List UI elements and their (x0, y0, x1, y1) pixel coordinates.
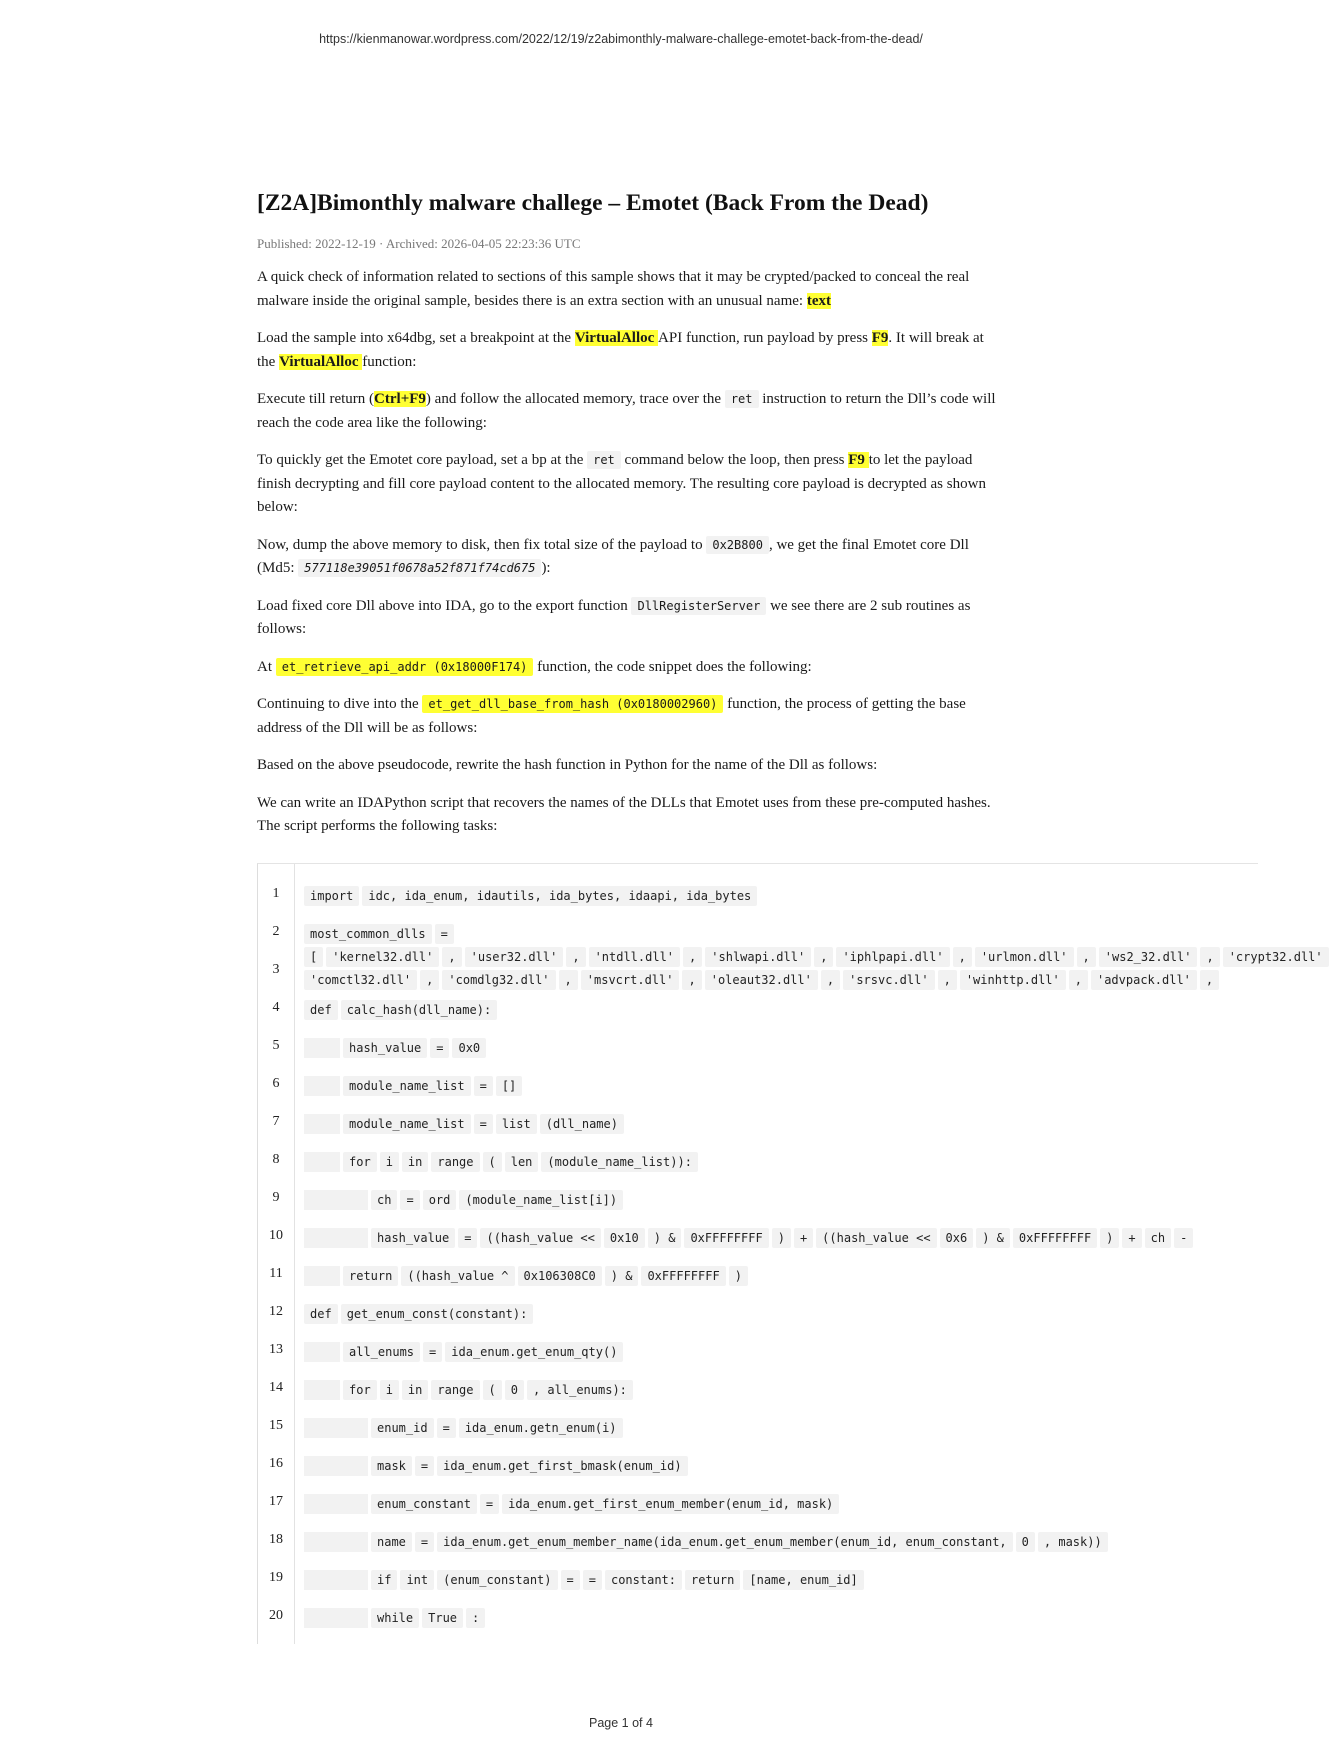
paragraph-2: Load the sample into x64dbg, set a breakpoint at the VirtualAlloc API function, run payload by press F9. It will break at the VirtualAlloc function: (257, 330, 984, 370)
code-token: 0x6 (940, 1228, 974, 1248)
code-token: 0xFFFFFFFF (1013, 1228, 1097, 1248)
code-token: + (794, 1228, 813, 1248)
code-token: , (821, 970, 840, 990)
paragraph-4: To quickly get the Emotet core payload, set a bp at the ret command below the loop, then press F9 to let the payload finish decrypting and fill core payload content to the allocated memory. The resulting core payload is decrypted as shown below: (257, 452, 986, 515)
code-line (304, 1304, 536, 1324)
code-token: for (343, 1380, 377, 1400)
line-number: 11 (269, 1266, 283, 1281)
code-token: [ (304, 947, 323, 967)
code-token: , (953, 947, 972, 967)
highlight-f9: F9 (871, 330, 889, 346)
code-indent (304, 1380, 340, 1400)
code-token: ida_enum.get_first_enum_member(enum_id, mask) (502, 1494, 839, 1514)
line-number: 17 (269, 1494, 283, 1509)
code-token: , (1077, 947, 1096, 967)
code-token: (dll_name) (540, 1114, 624, 1134)
code-token: 'comctl32.dll' (304, 970, 417, 990)
code-token: - (1174, 1228, 1193, 1248)
article-title: [Z2A]Bimonthly malware challege – Emotet (Back From the Dead) (257, 190, 929, 216)
line-number: 8 (272, 1152, 280, 1167)
code-token: i (380, 1152, 399, 1172)
line-number: 4 (272, 1000, 280, 1015)
code-token: 'urlmon.dll' (975, 947, 1074, 967)
code-token: , (442, 947, 461, 967)
line-number: 19 (269, 1570, 283, 1585)
code-token: ida_enum.get_first_bmask(enum_id) (437, 1456, 687, 1476)
code-token: ida_enum.getn_enum(i) (459, 1418, 623, 1438)
code-token: hash_value (343, 1038, 427, 1058)
code-token: int (400, 1570, 434, 1590)
line-number: 5 (272, 1038, 280, 1053)
line-number: 20 (269, 1608, 283, 1623)
code-token: , (566, 947, 585, 967)
code-line (304, 970, 1222, 990)
code-token: ) (772, 1228, 791, 1248)
inline-code-ret-2: ret (587, 451, 621, 469)
code-token: return (343, 1266, 398, 1286)
inline-code-retrieve-api: et_retrieve_api_addr (0x18000F174) (276, 658, 534, 676)
code-indent (304, 1418, 368, 1438)
code-token: ) (1100, 1228, 1119, 1248)
line-number: 7 (272, 1114, 280, 1129)
code-line (304, 886, 760, 906)
highlight-text: text (806, 292, 831, 309)
code-line (304, 924, 457, 944)
page-url: https://kienmanowar.wordpress.com/2022/12/19/z2abimonthly-malware-challege-emotet-back-from-the-dead/ (319, 32, 923, 46)
code-token: : (466, 1608, 485, 1628)
code-token: , (682, 970, 701, 990)
code-line (304, 1190, 626, 1210)
code-token: enum_id (371, 1418, 434, 1438)
paragraph-9: Based on the above pseudocode, rewrite the hash function in Python for the name of the Dll as follows: (257, 757, 878, 773)
code-token: module_name_list (343, 1114, 471, 1134)
code-line (304, 1608, 488, 1628)
code-indent (304, 1038, 340, 1058)
code-line (304, 1380, 636, 1400)
code-line (304, 1570, 867, 1590)
code-token: i (380, 1380, 399, 1400)
article-meta: Published: 2022-12-19 · Archived: 2026-04-05 22:23:36 UTC (257, 236, 581, 251)
inline-code-ret: ret (725, 390, 759, 408)
article (257, 188, 1002, 853)
code-token: = (435, 924, 454, 944)
paragraph-3: Execute till return (Ctrl+F9) and follow the allocated memory, trace over the ret instruction to return the Dll’s code will reach the code area like the following: (257, 391, 996, 431)
code-token: 'oleaut32.dll' (705, 970, 818, 990)
code-line (304, 1266, 751, 1286)
inline-code-md5: 577118e39051f0678a52f871f74cd675 (298, 559, 541, 577)
code-line (304, 1152, 701, 1172)
code-token: list (496, 1114, 537, 1134)
code-token: def (304, 1000, 338, 1020)
code-token: 0 (505, 1380, 524, 1400)
code-token: , (559, 970, 578, 990)
code-indent (304, 1608, 368, 1628)
code-token: 'ws2_32.dll' (1099, 947, 1198, 967)
line-number: 2 (272, 924, 280, 939)
paragraph-5: Now, dump the above memory to disk, then fix total size of the payload to 0x2B800 , we get the final Emotet core Dll (Md5: 577118e39051f0678a52f871f74cd675 ): (257, 536, 969, 576)
code-token: 'user32.dll' (465, 947, 564, 967)
code-indent (304, 1494, 368, 1514)
code-line (304, 1532, 1111, 1552)
code-token: , (814, 947, 833, 967)
code-token: 0xFFFFFFFF (641, 1266, 725, 1286)
code-token: 0x0 (452, 1038, 486, 1058)
inline-code-dllregisterserver: DllRegisterServer (631, 597, 766, 615)
code-token: ord (423, 1190, 457, 1210)
code-token: = (400, 1190, 419, 1210)
code-token: return (685, 1570, 740, 1590)
line-number-gutter (258, 864, 295, 1644)
paragraph-10: We can write an IDAPython script that recovers the names of the DLLs that Emotet uses from these pre-computed hashes. The script performs the following tasks: (257, 794, 991, 834)
code-token: ((hash_value ^ (401, 1266, 514, 1286)
code-token: constant: (605, 1570, 682, 1590)
code-indent (304, 1228, 368, 1248)
code-token: 'srsvc.dll' (843, 970, 934, 990)
code-token: if (371, 1570, 397, 1590)
code-token: 'kernel32.dll' (326, 947, 439, 967)
code-token: range (431, 1380, 479, 1400)
code-token: most_common_dlls (304, 924, 432, 944)
code-token: ( (483, 1152, 502, 1172)
code-token: 'ntdll.dll' (589, 947, 680, 967)
code-token: all_enums (343, 1342, 420, 1362)
line-number: 10 (269, 1228, 283, 1243)
line-number: 6 (272, 1076, 280, 1091)
code-indent (304, 1190, 368, 1210)
line-number: 14 (269, 1380, 283, 1395)
code-token: + (1122, 1228, 1141, 1248)
code-token: idc, ida_enum, idautils, ida_bytes, idaapi, ida_bytes (362, 886, 757, 906)
code-token: 'winhttp.dll' (960, 970, 1066, 990)
code-token: while (371, 1608, 419, 1628)
code-token: enum_constant (371, 1494, 477, 1514)
code-indent (304, 1076, 340, 1096)
code-indent (304, 1570, 368, 1590)
code-token: import (304, 886, 359, 906)
code-line (304, 1076, 525, 1096)
code-token: (enum_constant) (437, 1570, 557, 1590)
code-token: = (415, 1532, 434, 1552)
line-number: 16 (269, 1456, 283, 1471)
code-indent (304, 1152, 340, 1172)
code-token: def (304, 1304, 338, 1324)
page-footer: Page 1 of 4 (589, 1716, 653, 1730)
code-indent (304, 1266, 340, 1286)
code-token: ) (729, 1266, 748, 1286)
code-token: = (437, 1418, 456, 1438)
code-token: module_name_list (343, 1076, 471, 1096)
code-token: (module_name_list[i]) (459, 1190, 623, 1210)
highlight-virtualalloc-2: VirtualAlloc (279, 353, 363, 370)
code-token: ch (371, 1190, 397, 1210)
code-token: calc_hash(dll_name): (341, 1000, 498, 1020)
code-token: 'msvcrt.dll' (581, 970, 680, 990)
code-token: = (430, 1038, 449, 1058)
code-indent (304, 1114, 340, 1134)
code-token: 'iphlpapi.dll' (836, 947, 949, 967)
code-token: in (402, 1152, 428, 1172)
line-number: 9 (272, 1190, 280, 1205)
code-token: for (343, 1152, 377, 1172)
highlight-f9-2: F9 (848, 452, 869, 468)
code-token: , (420, 970, 439, 990)
code-token: [] (496, 1076, 522, 1096)
code-token: get_enum_const(constant): (341, 1304, 534, 1324)
code-token: ) & (648, 1228, 682, 1248)
code-token: range (431, 1152, 479, 1172)
code-token: (module_name_list)): (541, 1152, 698, 1172)
code-token: ((hash_value << (480, 1228, 600, 1248)
code-token: ((hash_value << (816, 1228, 936, 1248)
paragraph-1: A quick check of information related to sections of this sample shows that it may be crypted/packed to conceal the real malware inside the original sample, besides there is an extra section with an unusual name: text (257, 269, 970, 309)
code-token: ch (1145, 1228, 1171, 1248)
code-token: = (458, 1228, 477, 1248)
code-token: hash_value (371, 1228, 455, 1248)
code-token: ) & (976, 1228, 1010, 1248)
code-token: , (938, 970, 957, 990)
code-token: 0x106308C0 (518, 1266, 602, 1286)
code-line (304, 1494, 842, 1514)
code-token: = (474, 1114, 493, 1134)
code-token: name (371, 1532, 412, 1552)
code-line (304, 1456, 691, 1476)
line-number: 13 (269, 1342, 283, 1357)
line-number: 3 (272, 962, 280, 977)
code-token: len (505, 1152, 539, 1172)
code-token: 0x10 (604, 1228, 645, 1248)
code-token: ) & (605, 1266, 639, 1286)
code-token: = (480, 1494, 499, 1514)
code-token: ida_enum.get_enum_member_name(ida_enum.get_enum_member(enum_id, enum_constant, (437, 1532, 1013, 1552)
code-indent (304, 1342, 340, 1362)
code-token: 0 (1016, 1532, 1035, 1552)
code-token: , (1200, 947, 1219, 967)
code-token: ida_enum.get_enum_qty() (445, 1342, 623, 1362)
code-line (304, 947, 1332, 967)
code-line (304, 1038, 489, 1058)
code-token: [name, enum_id] (743, 1570, 863, 1590)
inline-code-size: 0x2B800 (706, 536, 769, 554)
code-token: = (561, 1570, 580, 1590)
code-token: ( (483, 1380, 502, 1400)
line-number: 15 (269, 1418, 283, 1433)
code-token: , (683, 947, 702, 967)
code-token: 'shlwapi.dll' (705, 947, 811, 967)
code-token: 'advpack.dll' (1091, 970, 1197, 990)
paragraph-7: At et_retrieve_api_addr (0x18000F174) function, the code snippet does the following: (257, 658, 812, 675)
line-number: 1 (272, 886, 280, 901)
code-token: mask (371, 1456, 412, 1476)
code-indent (304, 1532, 368, 1552)
code-line (304, 1418, 626, 1438)
code-line (304, 1114, 627, 1134)
code-token: 'crypt32.dll' (1223, 947, 1329, 967)
code-token: 0xFFFFFFFF (684, 1228, 768, 1248)
code-token: , (1069, 970, 1088, 990)
code-token: True (422, 1608, 463, 1628)
line-number: 18 (269, 1532, 283, 1547)
highlight-virtualalloc: VirtualAlloc (574, 330, 659, 346)
code-line (304, 1000, 500, 1020)
code-token: 'comdlg32.dll' (442, 970, 555, 990)
code-token: , mask)) (1038, 1532, 1108, 1552)
code-block (257, 863, 1323, 1644)
code-line (304, 1228, 1196, 1248)
code-token: = (583, 1570, 602, 1590)
code-token: = (474, 1076, 493, 1096)
inline-code-get-dll-base: et_get_dll_base_from_hash (0x0180002960) (422, 695, 723, 713)
paragraph-6: Load fixed core Dll above into IDA, go to the export function DllRegisterServer we see there are 2 sub routines as follows: (257, 597, 971, 637)
code-line (304, 1342, 626, 1362)
code-token: , (1200, 970, 1219, 990)
code-indent (304, 1456, 368, 1476)
highlight-ctrl-f9: Ctrl+F9 (374, 391, 426, 407)
code-token: , all_enums): (527, 1380, 633, 1400)
code-token: = (415, 1456, 434, 1476)
line-number: 12 (269, 1304, 283, 1319)
paragraph-8: Continuing to dive into the et_get_dll_base_from_hash (0x0180002960) function, the process of getting the base address of the Dll will be as follows: (257, 696, 966, 736)
code-token: = (423, 1342, 442, 1362)
code-token: in (402, 1380, 428, 1400)
